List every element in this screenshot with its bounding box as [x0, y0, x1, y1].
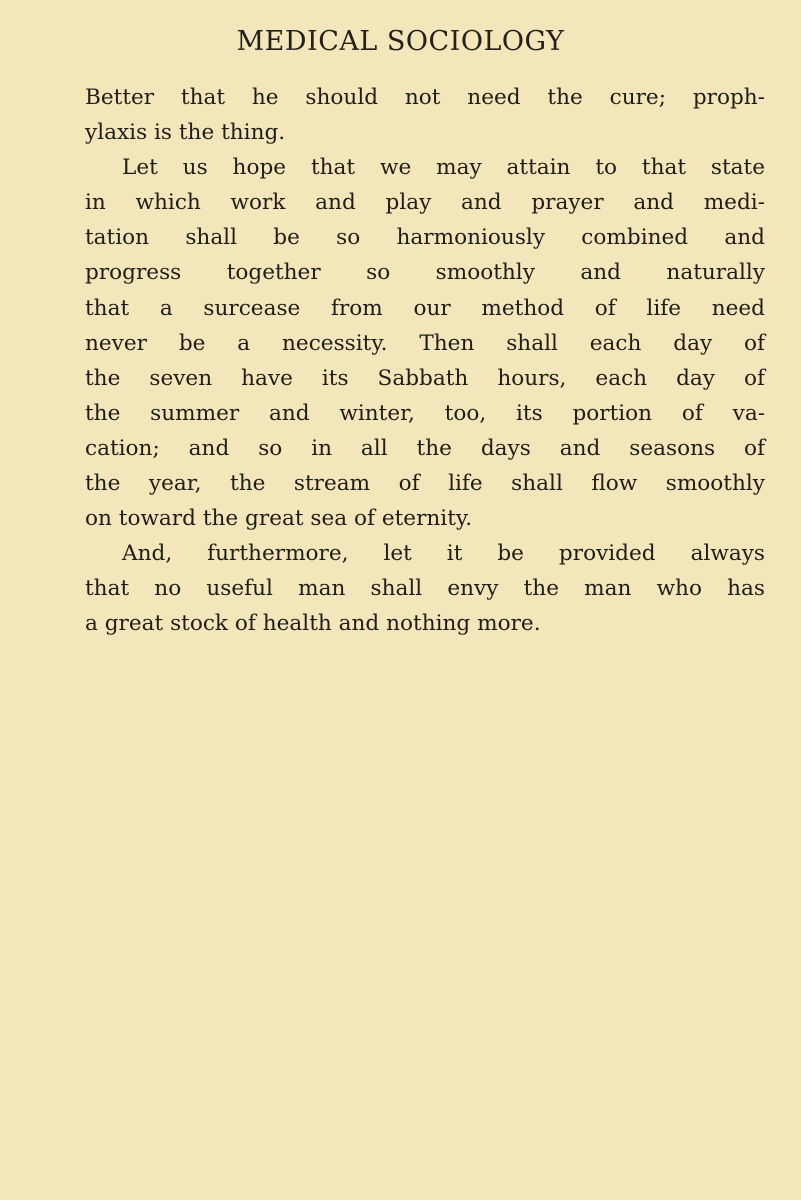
text-line: in which work and play and prayer and medi-: [85, 190, 765, 216]
text-line: And, furthermore, let it be provided always: [122, 541, 765, 567]
text-line: the seven have its Sabbath hours, each day of: [85, 365, 765, 391]
text-line: ylaxis is the thing.: [85, 120, 286, 146]
text-line: on toward the great sea of eternity.: [85, 506, 473, 532]
running-head: MEDICAL SOCIOLOGY: [236, 26, 565, 57]
text-line: that no useful man shall envy the man who has: [85, 576, 765, 602]
text-line: never be a necessity. Then shall each day of: [85, 330, 765, 356]
text-line: tation shall be so harmoniously combined and: [85, 225, 765, 251]
text-line: cation; and so in all the days and seasons of: [85, 435, 765, 461]
text-line: Better that he should not need the cure; proph-: [85, 85, 765, 110]
text-line: that a surcease from our method of life need: [85, 295, 765, 321]
text-line: the summer and winter, too, its portion of va-: [85, 400, 765, 426]
text-line: a great stock of health and nothing more.: [85, 611, 541, 637]
body-text: [85, 80, 765, 642]
text-line: Let us hope that we may attain to that state: [122, 155, 765, 181]
text-line: the year, the stream of life shall flow smoothly: [85, 471, 765, 497]
text-line: progress together so smoothly and naturally: [85, 260, 765, 286]
